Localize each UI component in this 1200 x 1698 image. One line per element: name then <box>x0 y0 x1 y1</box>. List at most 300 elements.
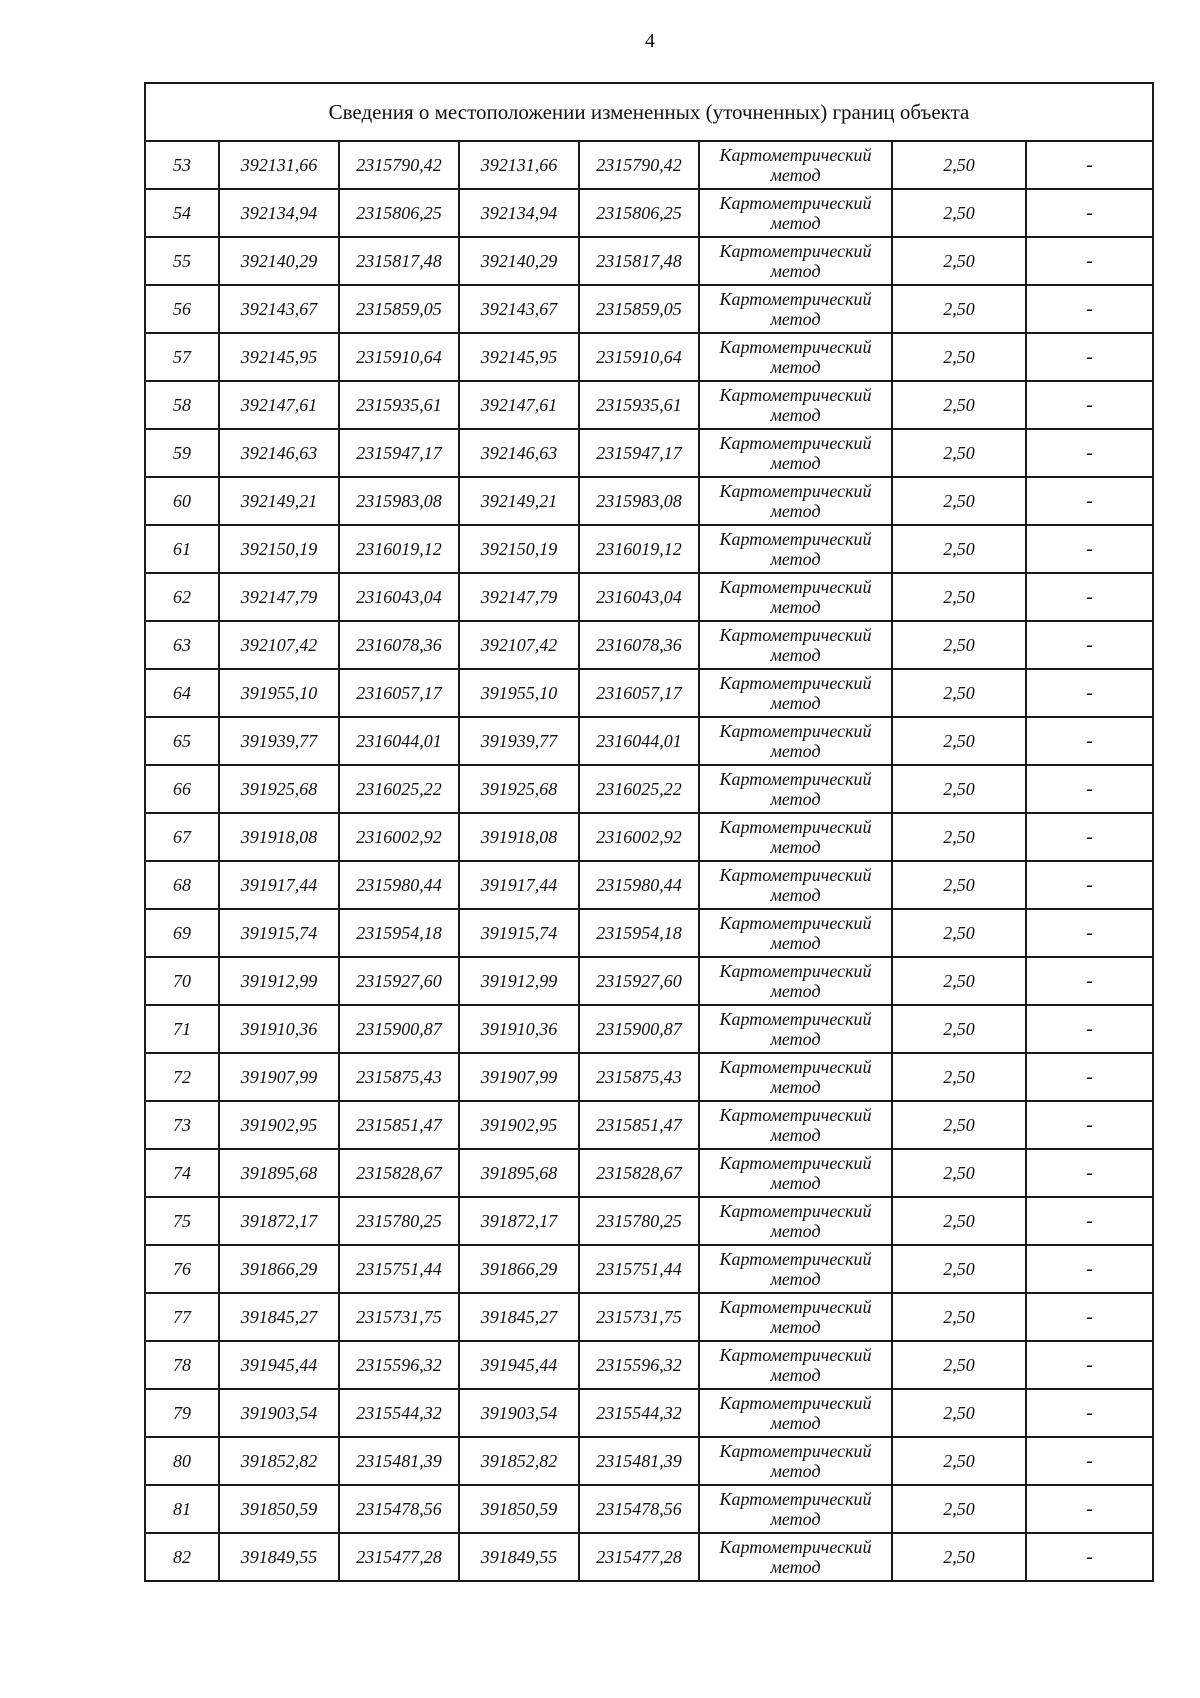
method-line1: Картометрический <box>719 817 872 837</box>
table-row <box>145 189 1153 237</box>
point-number-cell: 73 <box>145 1101 219 1149</box>
note-cell: - <box>1026 1245 1153 1293</box>
method-line1: Картометрический <box>719 385 872 405</box>
existing-y-cell: 2316043,04 <box>339 573 459 621</box>
method-line2: метод <box>770 597 821 617</box>
note-cell: - <box>1026 717 1153 765</box>
refined-y-cell: 2315983,08 <box>579 477 699 525</box>
note-cell: - <box>1026 1101 1153 1149</box>
method-line2: метод <box>770 213 821 233</box>
existing-y-cell: 2315481,39 <box>339 1437 459 1485</box>
refined-x-cell: 392146,63 <box>459 429 579 477</box>
note-cell: - <box>1026 621 1153 669</box>
precision-cell: 2,50 <box>892 1245 1026 1293</box>
note-cell: - <box>1026 861 1153 909</box>
existing-x-cell: 391945,44 <box>219 1341 339 1389</box>
method-cell <box>699 669 892 717</box>
table-title-row <box>145 83 1153 141</box>
refined-x-cell: 391910,36 <box>459 1005 579 1053</box>
precision-cell: 2,50 <box>892 1533 1026 1581</box>
existing-y-cell: 2315935,61 <box>339 381 459 429</box>
refined-x-cell: 391872,17 <box>459 1197 579 1245</box>
table-row <box>145 1149 1153 1197</box>
existing-x-cell: 391903,54 <box>219 1389 339 1437</box>
existing-y-cell: 2315910,64 <box>339 333 459 381</box>
table-row <box>145 621 1153 669</box>
refined-x-cell: 391917,44 <box>459 861 579 909</box>
table-row <box>145 477 1153 525</box>
method-cell <box>699 765 892 813</box>
boundary-coordinates-table <box>144 82 1154 1582</box>
table-row <box>145 1197 1153 1245</box>
note-cell: - <box>1026 1437 1153 1485</box>
method-line2: метод <box>770 933 821 953</box>
refined-y-cell: 2316043,04 <box>579 573 699 621</box>
method-line1: Картометрический <box>719 625 872 645</box>
existing-x-cell: 391915,74 <box>219 909 339 957</box>
method-cell <box>699 141 892 189</box>
note-cell: - <box>1026 1053 1153 1101</box>
note-cell: - <box>1026 573 1153 621</box>
existing-y-cell: 2315596,32 <box>339 1341 459 1389</box>
method-cell <box>699 1197 892 1245</box>
method-line1: Картометрический <box>719 577 872 597</box>
existing-x-cell: 392131,66 <box>219 141 339 189</box>
existing-y-cell: 2315478,56 <box>339 1485 459 1533</box>
refined-x-cell: 392131,66 <box>459 141 579 189</box>
refined-y-cell: 2315477,28 <box>579 1533 699 1581</box>
method-line2: метод <box>770 1557 821 1577</box>
method-line1: Картометрический <box>719 913 872 933</box>
refined-y-cell: 2315980,44 <box>579 861 699 909</box>
existing-x-cell: 391852,82 <box>219 1437 339 1485</box>
method-line1: Картометрический <box>719 1057 872 1077</box>
point-number-cell: 55 <box>145 237 219 285</box>
method-line2: метод <box>770 453 821 473</box>
table-row <box>145 1437 1153 1485</box>
precision-cell: 2,50 <box>892 285 1026 333</box>
existing-y-cell: 2315780,25 <box>339 1197 459 1245</box>
refined-x-cell: 392107,42 <box>459 621 579 669</box>
method-cell <box>699 1437 892 1485</box>
refined-y-cell: 2316044,01 <box>579 717 699 765</box>
precision-cell: 2,50 <box>892 669 1026 717</box>
point-number-cell: 75 <box>145 1197 219 1245</box>
existing-x-cell: 391850,59 <box>219 1485 339 1533</box>
method-line2: метод <box>770 405 821 425</box>
existing-y-cell: 2315947,17 <box>339 429 459 477</box>
method-line2: метод <box>770 1269 821 1289</box>
method-line2: метод <box>770 885 821 905</box>
point-number-cell: 77 <box>145 1293 219 1341</box>
point-number-cell: 71 <box>145 1005 219 1053</box>
note-cell: - <box>1026 1533 1153 1581</box>
method-cell <box>699 1005 892 1053</box>
refined-y-cell: 2315947,17 <box>579 429 699 477</box>
method-cell <box>699 1533 892 1581</box>
existing-y-cell: 2315927,60 <box>339 957 459 1005</box>
existing-x-cell: 391917,44 <box>219 861 339 909</box>
point-number-cell: 58 <box>145 381 219 429</box>
method-line1: Картометрический <box>719 529 872 549</box>
existing-y-cell: 2315859,05 <box>339 285 459 333</box>
existing-y-cell: 2315954,18 <box>339 909 459 957</box>
existing-y-cell: 2315477,28 <box>339 1533 459 1581</box>
refined-y-cell: 2315954,18 <box>579 909 699 957</box>
point-number-cell: 74 <box>145 1149 219 1197</box>
method-line2: метод <box>770 693 821 713</box>
existing-x-cell: 392145,95 <box>219 333 339 381</box>
existing-y-cell: 2315817,48 <box>339 237 459 285</box>
point-number-cell: 80 <box>145 1437 219 1485</box>
method-cell <box>699 1341 892 1389</box>
note-cell: - <box>1026 1293 1153 1341</box>
refined-y-cell: 2315481,39 <box>579 1437 699 1485</box>
refined-x-cell: 391915,74 <box>459 909 579 957</box>
method-line1: Картометрический <box>719 1105 872 1125</box>
refined-x-cell: 392143,67 <box>459 285 579 333</box>
precision-cell: 2,50 <box>892 141 1026 189</box>
method-line2: метод <box>770 789 821 809</box>
method-line2: метод <box>770 549 821 569</box>
note-cell: - <box>1026 333 1153 381</box>
table-row <box>145 573 1153 621</box>
refined-y-cell: 2316025,22 <box>579 765 699 813</box>
precision-cell: 2,50 <box>892 861 1026 909</box>
method-line2: метод <box>770 1077 821 1097</box>
refined-x-cell: 392145,95 <box>459 333 579 381</box>
table-row <box>145 1245 1153 1293</box>
page-number: 4 <box>645 30 655 52</box>
point-number-cell: 53 <box>145 141 219 189</box>
note-cell: - <box>1026 429 1153 477</box>
existing-y-cell: 2315875,43 <box>339 1053 459 1101</box>
existing-y-cell: 2315900,87 <box>339 1005 459 1053</box>
method-line1: Картометрический <box>719 337 872 357</box>
table-row <box>145 1485 1153 1533</box>
method-cell <box>699 1389 892 1437</box>
method-line2: метод <box>770 1413 821 1433</box>
method-cell <box>699 237 892 285</box>
existing-x-cell: 392150,19 <box>219 525 339 573</box>
refined-x-cell: 391849,55 <box>459 1533 579 1581</box>
method-cell <box>699 429 892 477</box>
existing-x-cell: 392134,94 <box>219 189 339 237</box>
point-number-cell: 82 <box>145 1533 219 1581</box>
note-cell: - <box>1026 1005 1153 1053</box>
method-cell <box>699 477 892 525</box>
existing-y-cell: 2315980,44 <box>339 861 459 909</box>
method-line2: метод <box>770 165 821 185</box>
method-line1: Картометрический <box>719 769 872 789</box>
precision-cell: 2,50 <box>892 189 1026 237</box>
note-cell: - <box>1026 285 1153 333</box>
existing-y-cell: 2316002,92 <box>339 813 459 861</box>
table-row <box>145 285 1153 333</box>
method-line2: метод <box>770 1029 821 1049</box>
method-line2: метод <box>770 1125 821 1145</box>
refined-y-cell: 2315596,32 <box>579 1341 699 1389</box>
table-row <box>145 1005 1153 1053</box>
precision-cell: 2,50 <box>892 1389 1026 1437</box>
note-cell: - <box>1026 1341 1153 1389</box>
table-row <box>145 1533 1153 1581</box>
refined-y-cell: 2316002,92 <box>579 813 699 861</box>
precision-cell: 2,50 <box>892 621 1026 669</box>
method-line1: Картометрический <box>719 433 872 453</box>
refined-x-cell: 391945,44 <box>459 1341 579 1389</box>
method-line2: метод <box>770 1509 821 1529</box>
table-row <box>145 1293 1153 1341</box>
note-cell: - <box>1026 477 1153 525</box>
existing-y-cell: 2316057,17 <box>339 669 459 717</box>
method-line1: Картометрический <box>719 1489 872 1509</box>
refined-x-cell: 391955,10 <box>459 669 579 717</box>
method-cell <box>699 573 892 621</box>
refined-x-cell: 391852,82 <box>459 1437 579 1485</box>
note-cell: - <box>1026 1197 1153 1245</box>
method-cell <box>699 909 892 957</box>
note-cell: - <box>1026 765 1153 813</box>
point-number-cell: 69 <box>145 909 219 957</box>
table-row <box>145 861 1153 909</box>
point-number-cell: 72 <box>145 1053 219 1101</box>
note-cell: - <box>1026 189 1153 237</box>
note-cell: - <box>1026 909 1153 957</box>
point-number-cell: 61 <box>145 525 219 573</box>
refined-x-cell: 392134,94 <box>459 189 579 237</box>
method-line1: Картометрический <box>719 673 872 693</box>
precision-cell: 2,50 <box>892 1437 1026 1485</box>
refined-x-cell: 391912,99 <box>459 957 579 1005</box>
point-number-cell: 65 <box>145 717 219 765</box>
method-line1: Картометрический <box>719 1249 872 1269</box>
precision-cell: 2,50 <box>892 525 1026 573</box>
point-number-cell: 78 <box>145 1341 219 1389</box>
refined-y-cell: 2315927,60 <box>579 957 699 1005</box>
note-cell: - <box>1026 141 1153 189</box>
note-cell: - <box>1026 525 1153 573</box>
precision-cell: 2,50 <box>892 909 1026 957</box>
refined-x-cell: 392150,19 <box>459 525 579 573</box>
existing-x-cell: 391912,99 <box>219 957 339 1005</box>
method-cell <box>699 717 892 765</box>
refined-y-cell: 2315875,43 <box>579 1053 699 1101</box>
existing-x-cell: 391895,68 <box>219 1149 339 1197</box>
point-number-cell: 81 <box>145 1485 219 1533</box>
existing-x-cell: 391845,27 <box>219 1293 339 1341</box>
method-cell <box>699 1149 892 1197</box>
precision-cell: 2,50 <box>892 237 1026 285</box>
method-line1: Картометрический <box>719 865 872 885</box>
precision-cell: 2,50 <box>892 381 1026 429</box>
method-line2: метод <box>770 261 821 281</box>
existing-y-cell: 2315983,08 <box>339 477 459 525</box>
existing-x-cell: 392146,63 <box>219 429 339 477</box>
existing-y-cell: 2316025,22 <box>339 765 459 813</box>
method-line2: метод <box>770 501 821 521</box>
method-line1: Картометрический <box>719 241 872 261</box>
refined-x-cell: 392149,21 <box>459 477 579 525</box>
precision-cell: 2,50 <box>892 573 1026 621</box>
existing-y-cell: 2315544,32 <box>339 1389 459 1437</box>
method-line1: Картометрический <box>719 1441 872 1461</box>
precision-cell: 2,50 <box>892 765 1026 813</box>
table-row <box>145 141 1153 189</box>
existing-y-cell: 2316044,01 <box>339 717 459 765</box>
table-row <box>145 1101 1153 1149</box>
refined-y-cell: 2315780,25 <box>579 1197 699 1245</box>
existing-y-cell: 2315790,42 <box>339 141 459 189</box>
refined-x-cell: 391918,08 <box>459 813 579 861</box>
method-line2: метод <box>770 357 821 377</box>
refined-y-cell: 2316019,12 <box>579 525 699 573</box>
existing-x-cell: 392140,29 <box>219 237 339 285</box>
refined-y-cell: 2315751,44 <box>579 1245 699 1293</box>
note-cell: - <box>1026 1149 1153 1197</box>
method-line1: Картометрический <box>719 1153 872 1173</box>
refined-x-cell: 392147,79 <box>459 573 579 621</box>
table-row <box>145 813 1153 861</box>
refined-y-cell: 2315910,64 <box>579 333 699 381</box>
method-line2: метод <box>770 309 821 329</box>
method-cell <box>699 957 892 1005</box>
method-cell <box>699 189 892 237</box>
method-cell <box>699 1293 892 1341</box>
existing-x-cell: 391918,08 <box>219 813 339 861</box>
precision-cell: 2,50 <box>892 1149 1026 1197</box>
existing-x-cell: 391939,77 <box>219 717 339 765</box>
refined-y-cell: 2315828,67 <box>579 1149 699 1197</box>
method-line2: метод <box>770 981 821 1001</box>
table-row <box>145 717 1153 765</box>
refined-x-cell: 391903,54 <box>459 1389 579 1437</box>
table-row <box>145 237 1153 285</box>
precision-cell: 2,50 <box>892 717 1026 765</box>
table-row <box>145 429 1153 477</box>
point-number-cell: 54 <box>145 189 219 237</box>
note-cell: - <box>1026 957 1153 1005</box>
table-row <box>145 381 1153 429</box>
method-line2: метод <box>770 1173 821 1193</box>
note-cell: - <box>1026 381 1153 429</box>
refined-x-cell: 391939,77 <box>459 717 579 765</box>
method-line1: Картометрический <box>719 1009 872 1029</box>
refined-x-cell: 391866,29 <box>459 1245 579 1293</box>
precision-cell: 2,50 <box>892 1197 1026 1245</box>
precision-cell: 2,50 <box>892 1341 1026 1389</box>
method-cell <box>699 621 892 669</box>
method-cell <box>699 1053 892 1101</box>
existing-x-cell: 392149,21 <box>219 477 339 525</box>
note-cell: - <box>1026 237 1153 285</box>
method-cell <box>699 861 892 909</box>
point-number-cell: 59 <box>145 429 219 477</box>
refined-y-cell: 2316057,17 <box>579 669 699 717</box>
point-number-cell: 67 <box>145 813 219 861</box>
existing-y-cell: 2315751,44 <box>339 1245 459 1293</box>
existing-x-cell: 392143,67 <box>219 285 339 333</box>
point-number-cell: 60 <box>145 477 219 525</box>
existing-x-cell: 391925,68 <box>219 765 339 813</box>
existing-x-cell: 392147,61 <box>219 381 339 429</box>
existing-y-cell: 2315806,25 <box>339 189 459 237</box>
refined-y-cell: 2315935,61 <box>579 381 699 429</box>
method-line1: Картометрический <box>719 481 872 501</box>
point-number-cell: 68 <box>145 861 219 909</box>
method-line1: Картометрический <box>719 1537 872 1557</box>
method-line2: метод <box>770 837 821 857</box>
existing-y-cell: 2316019,12 <box>339 525 459 573</box>
existing-y-cell: 2315828,67 <box>339 1149 459 1197</box>
precision-cell: 2,50 <box>892 429 1026 477</box>
refined-y-cell: 2315900,87 <box>579 1005 699 1053</box>
method-cell <box>699 1245 892 1293</box>
precision-cell: 2,50 <box>892 333 1026 381</box>
method-line2: метод <box>770 1221 821 1241</box>
table-row <box>145 525 1153 573</box>
precision-cell: 2,50 <box>892 1005 1026 1053</box>
point-number-cell: 66 <box>145 765 219 813</box>
refined-x-cell: 391845,27 <box>459 1293 579 1341</box>
precision-cell: 2,50 <box>892 1293 1026 1341</box>
method-cell <box>699 381 892 429</box>
existing-x-cell: 391849,55 <box>219 1533 339 1581</box>
existing-x-cell: 392107,42 <box>219 621 339 669</box>
precision-cell: 2,50 <box>892 1101 1026 1149</box>
method-line1: Картометрический <box>719 961 872 981</box>
refined-x-cell: 391895,68 <box>459 1149 579 1197</box>
refined-x-cell: 392140,29 <box>459 237 579 285</box>
table-row <box>145 1389 1153 1437</box>
note-cell: - <box>1026 669 1153 717</box>
refined-y-cell: 2315806,25 <box>579 189 699 237</box>
method-line1: Картометрический <box>719 1201 872 1221</box>
table-row <box>145 957 1153 1005</box>
refined-x-cell: 391902,95 <box>459 1101 579 1149</box>
table-row <box>145 1341 1153 1389</box>
precision-cell: 2,50 <box>892 1485 1026 1533</box>
existing-x-cell: 391866,29 <box>219 1245 339 1293</box>
table-row <box>145 1053 1153 1101</box>
point-number-cell: 64 <box>145 669 219 717</box>
method-cell <box>699 525 892 573</box>
method-line1: Картометрический <box>719 193 872 213</box>
method-line1: Картометрический <box>719 1393 872 1413</box>
point-number-cell: 76 <box>145 1245 219 1293</box>
existing-x-cell: 391872,17 <box>219 1197 339 1245</box>
method-line1: Картометрический <box>719 721 872 741</box>
precision-cell: 2,50 <box>892 477 1026 525</box>
existing-y-cell: 2316078,36 <box>339 621 459 669</box>
point-number-cell: 79 <box>145 1389 219 1437</box>
method-cell <box>699 1101 892 1149</box>
refined-y-cell: 2315790,42 <box>579 141 699 189</box>
method-line2: метод <box>770 1317 821 1337</box>
refined-x-cell: 391850,59 <box>459 1485 579 1533</box>
refined-x-cell: 392147,61 <box>459 381 579 429</box>
refined-y-cell: 2315817,48 <box>579 237 699 285</box>
method-line2: метод <box>770 645 821 665</box>
precision-cell: 2,50 <box>892 813 1026 861</box>
existing-x-cell: 391907,99 <box>219 1053 339 1101</box>
point-number-cell: 56 <box>145 285 219 333</box>
method-cell <box>699 285 892 333</box>
refined-y-cell: 2315731,75 <box>579 1293 699 1341</box>
method-line2: метод <box>770 1365 821 1385</box>
table-row <box>145 765 1153 813</box>
method-line1: Картометрический <box>719 289 872 309</box>
